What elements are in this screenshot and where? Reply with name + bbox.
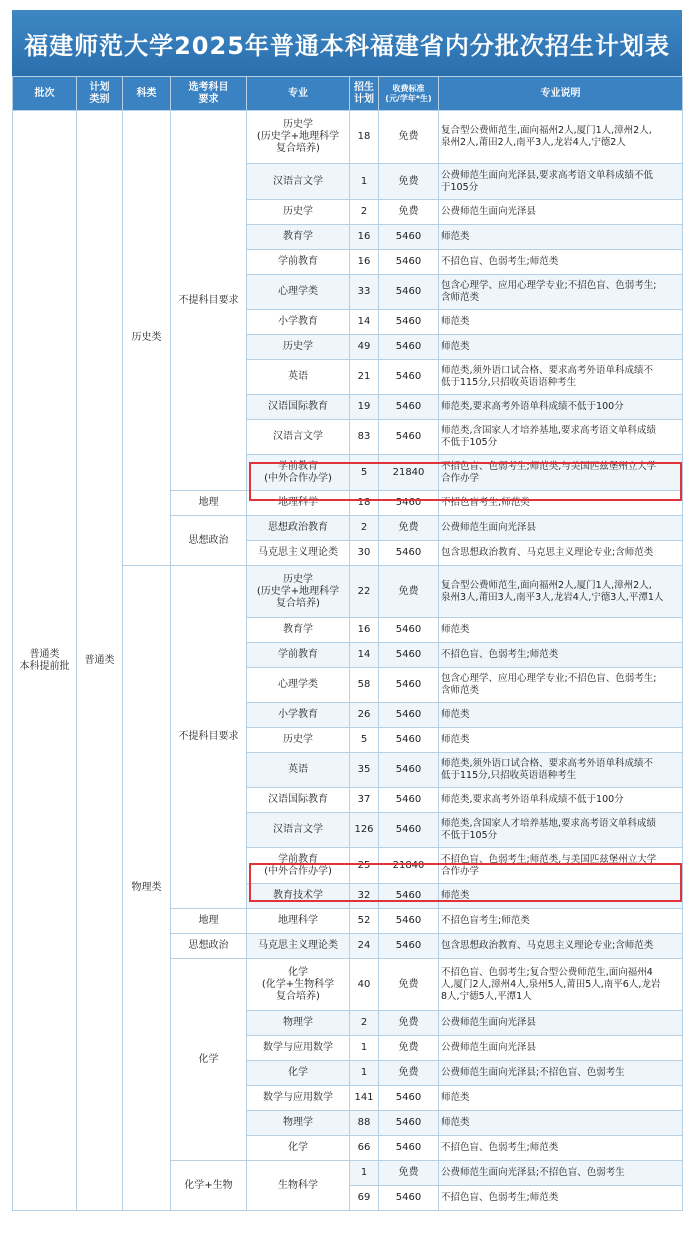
fee-cell: 免费 xyxy=(379,1061,439,1086)
quota-cell: 35 xyxy=(350,753,379,788)
enrollment-plan-table xyxy=(12,76,683,1211)
major-cell: 学前教育 xyxy=(247,250,350,275)
quota-cell: 19 xyxy=(350,395,379,420)
description-cell: 师范类 xyxy=(439,310,683,335)
major-cell: 英语 xyxy=(247,753,350,788)
header-row xyxy=(13,77,683,111)
description-cell: 不招色盲、色弱考生;师范类,与美国匹兹堡州立大学 合作办学 xyxy=(439,848,683,884)
fee-cell: 5460 xyxy=(379,728,439,753)
quota-cell: 126 xyxy=(350,813,379,848)
requirement-politics-physics: 思想政治 xyxy=(171,934,247,959)
fee-cell: 5460 xyxy=(379,788,439,813)
description-cell: 师范类 xyxy=(439,618,683,643)
description-cell: 师范类,含国家人才培养基地,要求高考语文单科成绩 不低于105分 xyxy=(439,813,683,848)
description-cell: 公费师范生面向光泽县;不招色盲、色弱考生 xyxy=(439,1161,683,1186)
description-cell: 师范类,须外语口试合格、要求高考外语单科成绩不 低于115分,只招收英语语种考生 xyxy=(439,753,683,788)
quota-cell: 83 xyxy=(350,420,379,455)
fee-cell: 21840 xyxy=(379,848,439,884)
quota-cell: 18 xyxy=(350,111,379,164)
header-requirement: 选考科目 要求 xyxy=(171,77,247,111)
requirement-politics-history: 思想政治 xyxy=(171,516,247,566)
quota-cell: 26 xyxy=(350,703,379,728)
quota-cell: 30 xyxy=(350,541,379,566)
major-cell: 地理科学 xyxy=(247,909,350,934)
fee-cell: 免费 xyxy=(379,1161,439,1186)
major-cell: 教育学 xyxy=(247,618,350,643)
fee-cell: 5460 xyxy=(379,250,439,275)
table-body xyxy=(13,111,683,1211)
major-cell: 历史学 xyxy=(247,200,350,225)
header-plan-category: 计划 类别 xyxy=(77,77,123,111)
description-cell: 公费师范生面向光泽县,要求高考语文单科成绩不低 于105分 xyxy=(439,164,683,200)
description-cell: 不招色盲考生;师范类 xyxy=(439,491,683,516)
major-cell: 教育学 xyxy=(247,225,350,250)
major-cell: 汉语言文学 xyxy=(247,420,350,455)
quota-cell: 88 xyxy=(350,1111,379,1136)
fee-cell: 5460 xyxy=(379,1186,439,1211)
major-cell: 汉语国际教育 xyxy=(247,788,350,813)
major-cell: 心理学类 xyxy=(247,275,350,310)
major-cell: 小学教育 xyxy=(247,703,350,728)
major-cell: 化学 (化学+生物科学 复合培养) xyxy=(247,959,350,1011)
fee-cell: 免费 xyxy=(379,1036,439,1061)
quota-cell: 1 xyxy=(350,164,379,200)
fee-cell: 5460 xyxy=(379,753,439,788)
fee-cell: 5460 xyxy=(379,909,439,934)
major-cell: 汉语言文学 xyxy=(247,813,350,848)
major-cell: 英语 xyxy=(247,360,350,395)
quota-cell: 58 xyxy=(350,668,379,703)
quota-cell: 52 xyxy=(350,909,379,934)
major-cell: 学前教育 (中外合作办学) xyxy=(247,455,350,491)
requirement-none-history: 不提科目要求 xyxy=(171,111,247,491)
fee-cell: 5460 xyxy=(379,275,439,310)
header-quota: 招生 计划 xyxy=(350,77,379,111)
description-cell: 公费师范生面向光泽县 xyxy=(439,516,683,541)
fee-cell: 5460 xyxy=(379,703,439,728)
quota-cell: 49 xyxy=(350,335,379,360)
section-history: 历史类 xyxy=(123,111,171,566)
major-cell: 心理学类 xyxy=(247,668,350,703)
description-cell: 师范类 xyxy=(439,703,683,728)
major-cell: 马克思主义理论类 xyxy=(247,541,350,566)
quota-cell: 25 xyxy=(350,848,379,884)
major-cell: 历史学 xyxy=(247,728,350,753)
quota-cell: 18 xyxy=(350,491,379,516)
quota-cell: 40 xyxy=(350,959,379,1011)
major-cell: 学前教育 xyxy=(247,643,350,668)
major-cell: 汉语言文学 xyxy=(247,164,350,200)
quota-cell: 33 xyxy=(350,275,379,310)
description-cell: 包含思想政治教育、马克思主义理论专业;含师范类 xyxy=(439,934,683,959)
description-cell: 师范类 xyxy=(439,225,683,250)
major-cell: 历史学 (历史学+地理科学 复合培养) xyxy=(247,566,350,618)
fee-cell: 免费 xyxy=(379,164,439,200)
fee-cell: 5460 xyxy=(379,491,439,516)
requirement-geography-history: 地理 xyxy=(171,491,247,516)
description-cell: 师范类,要求高考外语单科成绩不低于100分 xyxy=(439,395,683,420)
fee-cell: 免费 xyxy=(379,566,439,618)
batch-cell: 普通类 本科提前批 xyxy=(13,111,77,1211)
requirement-none-physics: 不提科目要求 xyxy=(171,566,247,909)
major-cell: 马克思主义理论类 xyxy=(247,934,350,959)
fee-cell: 5460 xyxy=(379,360,439,395)
fee-cell: 5460 xyxy=(379,1111,439,1136)
fee-cell: 5460 xyxy=(379,1086,439,1111)
section-physics: 物理类 xyxy=(123,566,171,1211)
major-cell: 汉语国际教育 xyxy=(247,395,350,420)
quota-cell: 141 xyxy=(350,1086,379,1111)
description-cell: 包含心理学、应用心理学专业;不招色盲、色弱考生; 含师范类 xyxy=(439,668,683,703)
fee-cell: 免费 xyxy=(379,516,439,541)
description-cell: 不招色盲考生;师范类 xyxy=(439,909,683,934)
description-cell: 师范类,要求高考外语单科成绩不低于100分 xyxy=(439,788,683,813)
major-cell: 物理学 xyxy=(247,1011,350,1036)
fee-cell: 5460 xyxy=(379,618,439,643)
major-cell: 小学教育 xyxy=(247,310,350,335)
quota-cell: 5 xyxy=(350,728,379,753)
description-cell: 师范类,须外语口试合格、要求高考外语单科成绩不 低于115分,只招收英语语种考生 xyxy=(439,360,683,395)
fee-cell: 5460 xyxy=(379,225,439,250)
major-cell: 数学与应用数学 xyxy=(247,1036,350,1061)
description-cell: 包含思想政治教育、马克思主义理论专业;含师范类 xyxy=(439,541,683,566)
quota-cell: 14 xyxy=(350,643,379,668)
fee-cell: 5460 xyxy=(379,310,439,335)
quota-cell: 2 xyxy=(350,516,379,541)
major-cell: 生物科学 xyxy=(247,1161,350,1211)
major-cell: 历史学 xyxy=(247,335,350,360)
quota-cell: 24 xyxy=(350,934,379,959)
major-cell: 物理学 xyxy=(247,1111,350,1136)
quota-cell: 2 xyxy=(350,200,379,225)
description-cell: 师范类 xyxy=(439,1086,683,1111)
major-cell: 学前教育 (中外合作办学) xyxy=(247,848,350,884)
fee-cell: 免费 xyxy=(379,111,439,164)
description-cell: 公费师范生面向光泽县;不招色盲、色弱考生 xyxy=(439,1061,683,1086)
description-cell: 不招色盲、色弱考生;师范类 xyxy=(439,1186,683,1211)
fee-cell: 5460 xyxy=(379,1136,439,1161)
header-batch: 批次 xyxy=(13,77,77,111)
major-cell: 地理科学 xyxy=(247,491,350,516)
description-cell: 不招色盲、色弱考生;师范类 xyxy=(439,250,683,275)
description-cell: 复合型公费师范生,面向福州2人,厦门1人,漳州2人, 泉州2人,莆田2人,南平3人,龙岩4人,宁德2人 xyxy=(439,111,683,164)
quota-cell: 69 xyxy=(350,1186,379,1211)
quota-cell: 21 xyxy=(350,360,379,395)
quota-cell: 1 xyxy=(350,1036,379,1061)
quota-cell: 37 xyxy=(350,788,379,813)
description-cell: 师范类 xyxy=(439,728,683,753)
table-row xyxy=(13,111,683,164)
fee-cell: 免费 xyxy=(379,1011,439,1036)
quota-cell: 1 xyxy=(350,1161,379,1186)
description-cell: 不招色盲、色弱考生;师范类,与美国匹兹堡州立大学 合作办学 xyxy=(439,455,683,491)
description-cell: 不招色盲、色弱考生;复合型公费师范生,面向福州4 人,厦门2人,漳州4人,泉州5人,莆田5人,南平6人,龙岩 8人,宁德5人,平潭1人 xyxy=(439,959,683,1011)
description-cell: 不招色盲、色弱考生;师范类 xyxy=(439,643,683,668)
description-cell: 公费师范生面向光泽县 xyxy=(439,200,683,225)
fee-cell: 5460 xyxy=(379,395,439,420)
quota-cell: 22 xyxy=(350,566,379,618)
fee-cell: 5460 xyxy=(379,813,439,848)
description-cell: 包含心理学、应用心理学专业;不招色盲、色弱考生; 含师范类 xyxy=(439,275,683,310)
description-cell: 师范类,含国家人才培养基地,要求高考语文单科成绩 不低于105分 xyxy=(439,420,683,455)
header-subject-category: 科类 xyxy=(123,77,171,111)
description-cell: 复合型公费师范生,面向福州2人,厦门1人,漳州2人, 泉州3人,莆田3人,南平3人,龙岩4人,宁德3人,平潭1人 xyxy=(439,566,683,618)
fee-cell: 5460 xyxy=(379,335,439,360)
header-fee: 收费标准 (元/学年*生) xyxy=(379,77,439,111)
major-cell: 历史学 (历史学+地理科学 复合培养) xyxy=(247,111,350,164)
fee-cell: 免费 xyxy=(379,959,439,1011)
quota-cell: 16 xyxy=(350,618,379,643)
fee-cell: 免费 xyxy=(379,200,439,225)
description-cell: 师范类 xyxy=(439,335,683,360)
description-cell: 不招色盲、色弱考生;师范类 xyxy=(439,1136,683,1161)
fee-cell: 5460 xyxy=(379,934,439,959)
description-cell: 公费师范生面向光泽县 xyxy=(439,1011,683,1036)
quota-cell: 16 xyxy=(350,225,379,250)
requirement-geography-physics: 地理 xyxy=(171,909,247,934)
major-cell: 化学 xyxy=(247,1061,350,1086)
fee-cell: 5460 xyxy=(379,420,439,455)
fee-cell: 21840 xyxy=(379,455,439,491)
requirement-chemistry: 化学 xyxy=(171,959,247,1161)
quota-cell: 5 xyxy=(350,455,379,491)
quota-cell: 1 xyxy=(350,1061,379,1086)
quota-cell: 2 xyxy=(350,1011,379,1036)
header-major: 专业 xyxy=(247,77,350,111)
fee-cell: 5460 xyxy=(379,884,439,909)
major-cell: 化学 xyxy=(247,1136,350,1161)
requirement-chem-bio: 化学+生物 xyxy=(171,1161,247,1211)
fee-cell: 5460 xyxy=(379,643,439,668)
header-description: 专业说明 xyxy=(439,77,683,111)
fee-cell: 5460 xyxy=(379,668,439,703)
description-cell: 师范类 xyxy=(439,884,683,909)
plan-category-cell: 普通类 xyxy=(77,111,123,1211)
fee-cell: 5460 xyxy=(379,541,439,566)
page-title: 福建师范大学2025年普通本科福建省内分批次招生计划表 xyxy=(12,10,682,76)
major-cell: 教育技术学 xyxy=(247,884,350,909)
description-cell: 公费师范生面向光泽县 xyxy=(439,1036,683,1061)
major-cell: 思想政治教育 xyxy=(247,516,350,541)
quota-cell: 16 xyxy=(350,250,379,275)
major-cell: 数学与应用数学 xyxy=(247,1086,350,1111)
quota-cell: 14 xyxy=(350,310,379,335)
quota-cell: 66 xyxy=(350,1136,379,1161)
quota-cell: 32 xyxy=(350,884,379,909)
description-cell: 师范类 xyxy=(439,1111,683,1136)
